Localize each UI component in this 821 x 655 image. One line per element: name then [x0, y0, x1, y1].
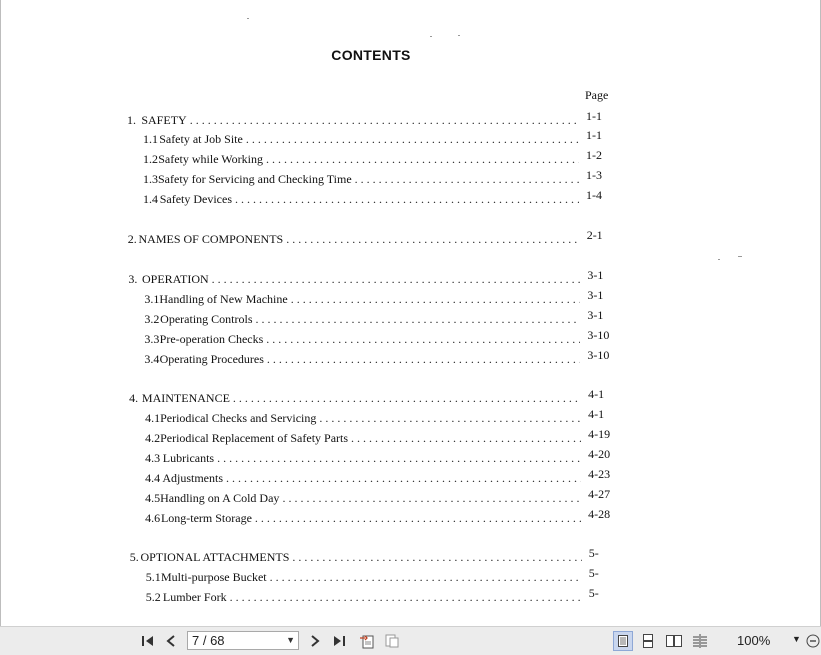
fit-width-icon — [359, 633, 375, 649]
toc-dot-leader — [291, 291, 581, 307]
toc-entry-number: 5.1 — [145, 570, 161, 584]
scan-speck — [430, 36, 432, 37]
toc-entry-number: 4.2 — [145, 431, 161, 445]
toc-subsection-entry — [144, 291, 583, 307]
toc-entry-page: 2-1 — [586, 228, 603, 242]
toc-entry-number: 5.2 — [145, 590, 161, 604]
toc-entry-number: 1.3 — [143, 172, 158, 186]
toc-dot-leader — [255, 510, 581, 526]
toc-entry-page: 5- — [588, 566, 599, 580]
toc-dot-leader — [266, 151, 579, 167]
toc-entry-title: Pre-operation Checks — [159, 332, 264, 346]
toc-entry-number: 3.2 — [144, 312, 160, 326]
toc-entry-page: 4-1 — [588, 407, 605, 421]
toc-entry-page: 3-10 — [587, 348, 610, 362]
toc-entry-page: 1-1 — [586, 109, 602, 123]
toc-entry-number: 4.3 — [145, 451, 161, 465]
zoom-dropdown-icon[interactable]: ▼ — [792, 634, 801, 644]
last-page-button[interactable] — [329, 631, 349, 651]
toc-entry-number: 1.2 — [143, 152, 158, 166]
page-column-header: Page — [585, 88, 609, 102]
toc-entry-page: 5- — [588, 586, 599, 600]
toc-subsection-entry — [145, 490, 584, 506]
toc-dot-leader — [256, 311, 581, 327]
toc-entry-title: MAINTENANCE — [141, 391, 230, 405]
toc-entry-page: 4-28 — [588, 507, 611, 521]
toc-dot-leader — [230, 589, 582, 605]
toc-entry-title: Handling of New Machine — [159, 292, 288, 306]
toc-dot-leader — [246, 131, 579, 147]
toc-entry-page: 5- — [588, 546, 599, 560]
fit-width-button[interactable] — [357, 631, 377, 651]
toc-entry-number: 4.1 — [145, 411, 161, 425]
fit-page-icon — [384, 633, 400, 649]
toc-dot-leader — [286, 231, 579, 247]
toc-subsection-entry — [146, 569, 585, 585]
next-page-icon — [309, 634, 321, 648]
toc-entry-title: OPERATION — [141, 272, 209, 286]
toc-entry-number: 1.4 — [143, 192, 158, 206]
first-page-button[interactable] — [138, 631, 158, 651]
toc-entry-title: Operating Controls — [160, 312, 253, 326]
scan-speck — [738, 256, 742, 257]
scan-speck — [458, 35, 460, 36]
toc-entry-number: 3.1 — [144, 292, 160, 306]
toc-entry-title: Safety Devices — [159, 192, 233, 206]
toc-entry-page: 1-4 — [586, 188, 602, 202]
scan-speck — [247, 18, 249, 19]
toc-dot-leader — [235, 191, 579, 207]
toc-entry-number: 4.4 — [145, 471, 161, 485]
toc-entry-title: Lubricants — [162, 451, 215, 465]
toc-subsection-entry — [143, 151, 582, 167]
toc-entry-page: 4-1 — [588, 387, 605, 401]
toc-entry-number: 3.4 — [144, 352, 160, 366]
toc-entry-number: 3. — [128, 272, 138, 286]
single-page-view-icon — [617, 634, 629, 648]
toc-section-entry — [129, 390, 584, 406]
previous-page-button[interactable] — [161, 631, 181, 651]
viewer-toolbar — [0, 626, 821, 655]
toc-dot-leader — [292, 549, 581, 565]
toc-entry-number: 2. — [127, 232, 137, 246]
table-of-contents — [1, 0, 820, 626]
toc-entry-title: SAFETY — [141, 113, 187, 127]
toc-entry-title: NAMES OF COMPONENTS — [138, 232, 284, 246]
toc-dot-leader — [355, 171, 579, 187]
toc-subsection-entry — [143, 131, 582, 147]
scan-speck — [718, 259, 720, 260]
toc-entry-page: 4-27 — [588, 487, 611, 501]
toc-entry-page: 3-1 — [587, 268, 604, 282]
toc-subsection-entry — [146, 589, 585, 605]
toc-subsection-entry — [145, 410, 584, 426]
single-page-view-button[interactable] — [613, 631, 633, 651]
toc-entry-number: 4. — [129, 391, 139, 405]
toc-entry-title: Safety at Job Site — [159, 132, 243, 146]
zoom-level[interactable]: 100% — [737, 633, 771, 648]
toc-entry-title: Safety while Working — [158, 152, 263, 166]
toc-subsection-entry — [145, 470, 584, 486]
toc-dot-leader — [212, 271, 581, 287]
toc-dot-leader — [190, 112, 579, 128]
toc-entry-page: 4-20 — [588, 447, 611, 461]
previous-page-icon — [165, 634, 177, 648]
toc-entry-page: 1-1 — [586, 128, 602, 142]
toc-section-entry — [128, 271, 583, 287]
next-page-button[interactable] — [305, 631, 325, 651]
toc-entry-number: 1.1 — [143, 132, 158, 146]
toc-entry-title: Handling on A Cold Day — [160, 491, 280, 505]
toc-entry-number: 4.5 — [145, 491, 161, 505]
toc-dot-leader — [217, 450, 581, 466]
first-page-icon — [141, 634, 155, 648]
zoom-out-button[interactable] — [803, 631, 821, 651]
contents-title: CONTENTS — [331, 47, 411, 63]
toc-entry-page: 3-1 — [587, 288, 604, 302]
toc-entry-title: Safety for Servicing and Checking Time — [158, 172, 352, 186]
toc-entry-title: Long-term Storage — [160, 511, 252, 525]
toc-subsection-entry — [144, 331, 583, 347]
page-indicator: 7 / 68 — [192, 633, 225, 648]
toc-entry-page: 1-3 — [586, 168, 602, 182]
toc-dot-leader — [351, 430, 581, 446]
toc-dot-leader — [233, 390, 581, 406]
toc-subsection-entry — [143, 171, 582, 187]
toc-subsection-entry — [145, 430, 584, 446]
continuous-view-button[interactable] — [638, 631, 658, 651]
toc-entry-title: Adjustments — [162, 471, 224, 485]
toc-subsection-entry — [144, 351, 583, 367]
toc-subsection-entry — [145, 450, 584, 466]
toc-entry-page: 3-10 — [587, 328, 610, 342]
toc-entry-title: Lumber Fork — [162, 590, 227, 604]
toc-subsection-entry — [143, 191, 582, 207]
chevron-down-icon[interactable]: ▼ — [286, 635, 295, 645]
toc-entry-page: 1-2 — [586, 148, 602, 162]
page-number-input[interactable] — [187, 631, 299, 650]
fit-page-button[interactable] — [382, 631, 402, 651]
facing-pages-view-icon — [666, 634, 682, 648]
toc-section-entry — [128, 231, 583, 247]
toc-dot-leader — [226, 470, 581, 486]
facing-pages-view-button[interactable] — [664, 631, 684, 651]
toc-entry-title: Periodical Checks and Servicing — [160, 411, 317, 425]
toc-entry-title: OPTIONAL ATTACHMENTS — [140, 550, 290, 564]
toc-dot-leader — [267, 351, 580, 367]
book-view-button[interactable] — [690, 631, 710, 651]
toc-entry-title: Multi-purpose Bucket — [160, 570, 267, 584]
continuous-view-icon — [642, 634, 654, 648]
toc-entry-number: 3.3 — [144, 332, 160, 346]
toc-section-entry — [127, 112, 582, 128]
last-page-icon — [332, 634, 346, 648]
toc-subsection-entry — [145, 510, 584, 526]
toc-subsection-entry — [144, 311, 583, 327]
toc-dot-leader — [282, 490, 581, 506]
toc-dot-leader — [266, 331, 580, 347]
book-view-icon — [692, 634, 708, 648]
toc-entry-title: Operating Procedures — [159, 352, 264, 366]
toc-entry-page: 3-1 — [587, 308, 604, 322]
toc-section-entry — [130, 549, 585, 565]
toc-entry-page: 4-23 — [588, 467, 611, 481]
toc-entry-title: Periodical Replacement of Safety Parts — [160, 431, 349, 445]
toc-entry-page: 4-19 — [588, 427, 611, 441]
zoom-out-icon — [806, 634, 820, 648]
toc-entry-number: 4.6 — [145, 511, 161, 525]
toc-entry-number: 5. — [129, 550, 139, 564]
toc-entry-number: 1. — [127, 113, 136, 127]
toc-dot-leader — [319, 410, 581, 426]
toc-dot-leader — [270, 569, 582, 585]
